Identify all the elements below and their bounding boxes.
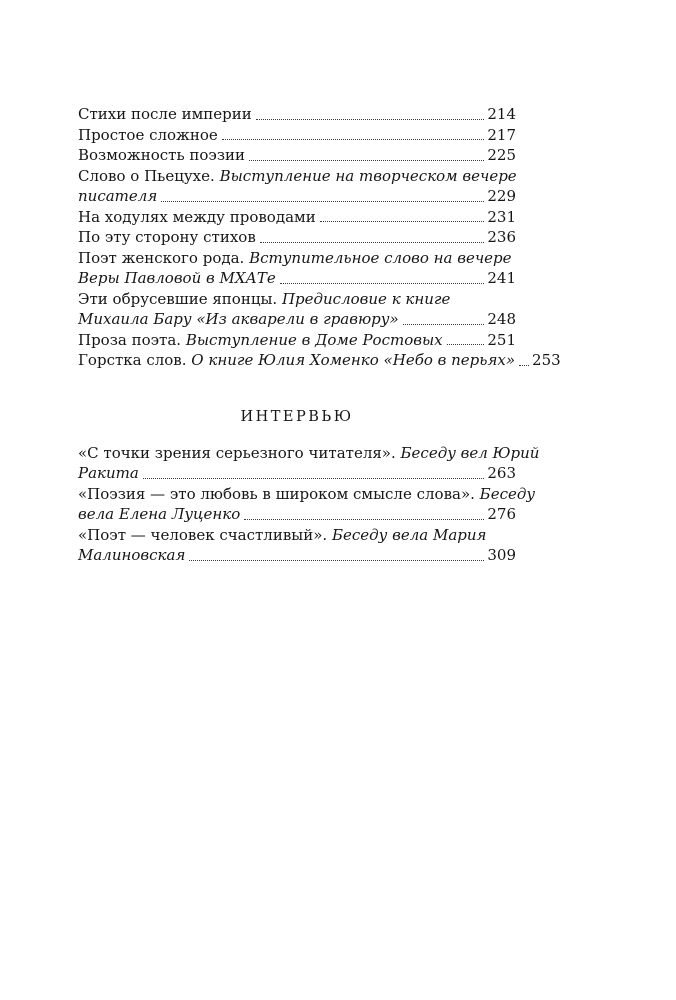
toc-entry[interactable] xyxy=(78,166,516,207)
entry-subtitle-cont: Михаила Бару «Из акварели в гравюру» xyxy=(78,310,399,328)
page-number: 248 xyxy=(487,310,516,328)
entry-subtitle: Выступление на творческом вечере xyxy=(219,166,517,185)
entry-title: Проза поэта. xyxy=(78,330,186,349)
entry-title: На ходулях между проводами xyxy=(78,207,316,226)
dot-leader xyxy=(260,242,485,243)
entry-subtitle-cont: Ракита xyxy=(78,464,139,482)
entry-title: По эту сторону стихов xyxy=(78,228,256,246)
entry-subtitle: Беседу вела Мария xyxy=(331,525,487,544)
page-number: 251 xyxy=(487,330,516,349)
page-number: 231 xyxy=(487,207,516,226)
entry-title: Слово о Пьецухе. xyxy=(78,166,220,185)
entry-subtitle: Беседу xyxy=(479,484,536,503)
toc-entry[interactable] xyxy=(78,227,516,248)
toc-entry[interactable] xyxy=(78,207,516,228)
page-number: 236 xyxy=(487,228,516,246)
dot-leader xyxy=(143,478,485,479)
dot-leader xyxy=(403,324,485,325)
dot-leader xyxy=(280,283,485,284)
entry-title: Стихи после империи xyxy=(78,105,252,123)
dot-leader xyxy=(244,519,484,520)
dot-leader xyxy=(222,139,485,140)
entry-title: Простое сложное xyxy=(78,125,218,144)
dot-leader xyxy=(249,160,484,161)
entry-subtitle: О книге Юлия Хоменко «Небо в перьях» xyxy=(191,351,516,369)
dot-leader xyxy=(161,201,484,202)
entry-title: «Поэт — человек счастливый». xyxy=(78,525,332,544)
toc-entry[interactable] xyxy=(78,330,516,351)
entry-subtitle-cont: Малиновская xyxy=(78,546,186,564)
toc-entry[interactable] xyxy=(78,443,540,484)
entry-title: Горстка слов. xyxy=(78,351,192,369)
page-number: 309 xyxy=(487,546,516,564)
entry-subtitle-cont: писателя xyxy=(78,187,158,205)
toc-entry[interactable] xyxy=(78,350,561,371)
page-number: 225 xyxy=(487,146,516,164)
dot-leader xyxy=(519,365,529,366)
entry-title-wrap xyxy=(78,330,443,351)
entry-title-wrap xyxy=(78,350,515,371)
entry-subtitle-cont: вела Елена Луценко xyxy=(78,505,241,523)
toc-entry[interactable] xyxy=(78,289,516,330)
entry-subtitle-cont: Веры Павловой в МХАТе xyxy=(78,269,276,287)
entry-subtitle: Беседу вел Юрий xyxy=(400,443,540,462)
toc-entry[interactable] xyxy=(78,145,516,166)
toc-entry[interactable] xyxy=(78,104,516,125)
page-number: 263 xyxy=(487,464,516,482)
dot-leader xyxy=(256,119,485,120)
dot-leader xyxy=(320,221,485,222)
page-number: 253 xyxy=(532,351,561,369)
table-of-contents xyxy=(78,104,561,566)
entry-title: Эти обрусевшие японцы. xyxy=(78,289,282,308)
page-number: 214 xyxy=(487,105,516,123)
toc-entry[interactable] xyxy=(78,525,516,566)
entry-title: Поэт женского рода. xyxy=(78,248,250,267)
entry-title: «С точки зрения серьезного читателя». xyxy=(78,443,401,462)
dot-leader xyxy=(189,560,484,561)
entry-title: Возможность поэзии xyxy=(78,146,245,164)
entry-subtitle: Предисловие к книге xyxy=(281,289,451,308)
page-number: 241 xyxy=(487,269,516,287)
section-heading: ИНТЕРВЬЮ xyxy=(240,408,354,425)
entry-title: «Поэзия — это любовь в широком смысле слова». xyxy=(78,484,480,503)
dot-leader xyxy=(447,344,485,345)
toc-entry[interactable] xyxy=(78,125,516,146)
toc-entry[interactable] xyxy=(78,248,516,289)
page-number: 217 xyxy=(487,125,516,144)
page-number: 276 xyxy=(487,505,516,523)
entry-subtitle: Вступительное слово на вечере xyxy=(249,248,512,267)
toc-entry[interactable] xyxy=(78,484,536,525)
page-number: 229 xyxy=(487,187,516,205)
entry-subtitle: Выступление в Доме Ростовых xyxy=(185,330,443,349)
